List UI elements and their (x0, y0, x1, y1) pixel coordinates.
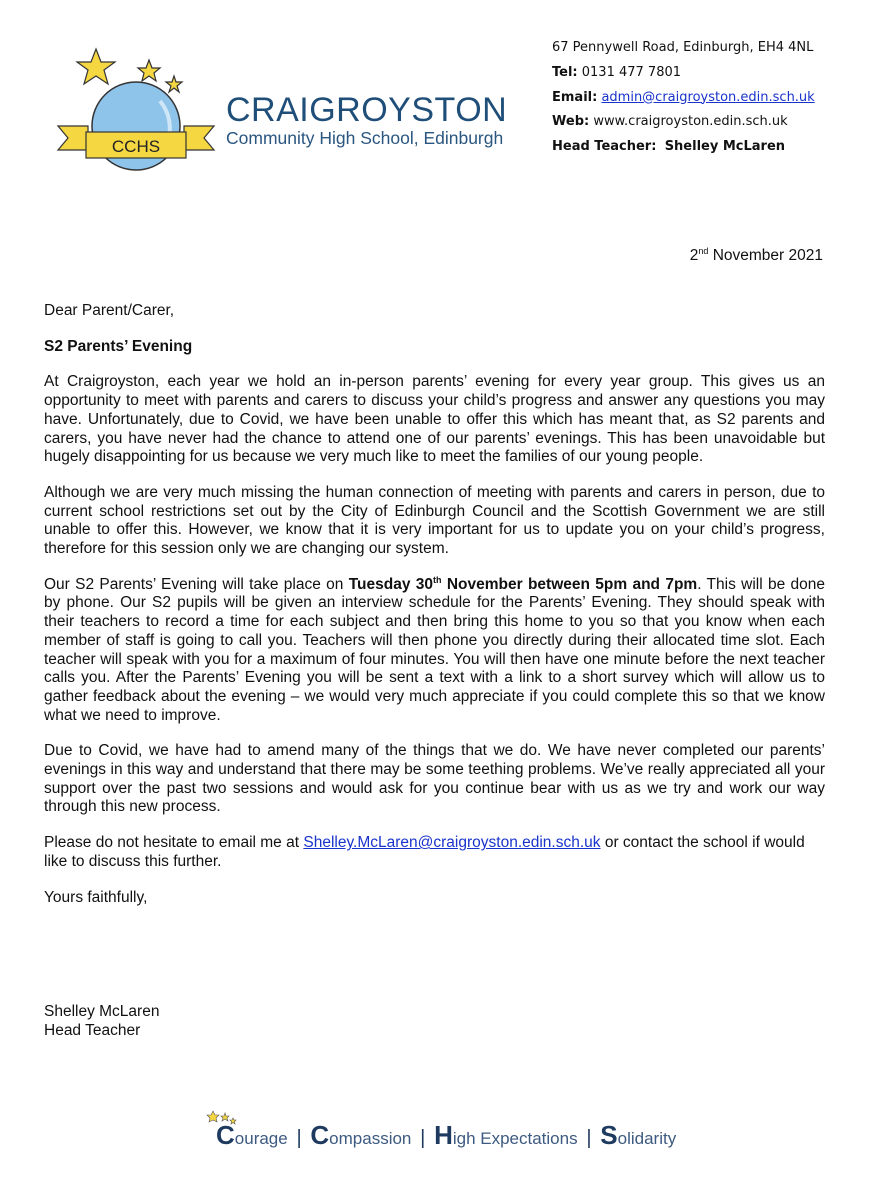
signatory-role: Head Teacher (44, 1022, 141, 1039)
tel-value: 0131 477 7801 (581, 64, 682, 80)
motto-initial-courage: C (216, 1120, 235, 1150)
paragraph-2: Although we are very much missing the human connection of meeting with parents and carers in person, due to current school restrictions set out by the City of Edinburgh Council and the Scottish Government we are still unable to offer this. However, we know that it is very important for us to update you on your child’s progress, therefore for this session only we are changing our system. (44, 483, 825, 558)
address: 67 Pennywell Road, Edinburgh, EH4 4NL (552, 40, 814, 55)
motto-word-courage: ourage (234, 1129, 288, 1148)
contact-block (552, 36, 815, 160)
letter-date (690, 246, 823, 265)
paragraph-1: At Craigroyston, each year we hold an in-person parents’ evening for every year group. This gives us an opportunity to meet with parents and carers to discuss your child’s progress and answer any questions you may have. Unfortunately, due to Covid, we have been unable to offer this which has meant that, as S2 parents and carers, you have never had the chance to attend one of our parents’ evenings. This has been unavoidable but hugely disappointing for us because we very much like to meet the families of our young people. (44, 373, 825, 466)
motto-initial-compassion: C (310, 1120, 330, 1150)
motto-initial-high: H (434, 1120, 453, 1150)
event-day-suffix: th (433, 574, 442, 585)
event-day: Tuesday 30 (348, 575, 434, 593)
date-suffix: nd (698, 246, 709, 256)
closing: Yours faithfully, (44, 888, 148, 906)
salutation: Dear Parent/Carer, (44, 302, 175, 319)
head-teacher-email-link[interactable]: Shelley.McLaren@craigroyston.edin.sch.uk (303, 834, 601, 852)
school-crest-icon (56, 46, 216, 171)
web-label: Web: (552, 114, 590, 130)
admin-email-link[interactable]: admin@craigroyston.edin.sch.uk (601, 89, 815, 105)
paragraph-5 (44, 834, 825, 871)
motto-separator: | (420, 1127, 426, 1149)
motto-word-high-expectations: igh Expectations (452, 1129, 578, 1148)
website (552, 110, 815, 135)
event-datetime (349, 576, 697, 593)
letter-body (44, 302, 825, 924)
school-name: CRAIGROYSTON (226, 91, 508, 129)
motto-word-solidarity: olidarity (617, 1129, 677, 1148)
paragraph-4: Due to Covid, we have had to amend many of the things that we do. We have never completed our parents’ evenings in this way and understand that there may be some teething problems. We’ve really appreciated all your support over the past two sessions and would ask for you continue bear with us as we try and work our way through this new process. (44, 742, 825, 816)
paragraph-3 (44, 576, 825, 726)
p5-before: Please do not hesitate to email me at (44, 834, 304, 852)
email (552, 86, 815, 111)
motto-word-compassion: ompassion (329, 1129, 412, 1148)
telephone (552, 61, 815, 86)
p5-after: or contact the school if would like to discuss this further. (44, 834, 805, 870)
signature-block (44, 1002, 159, 1040)
head-label: Head Teacher: (552, 139, 657, 155)
school-motto (216, 1120, 676, 1164)
date-day: 2 (689, 247, 699, 264)
tel-label: Tel: (552, 64, 578, 80)
p3-after: . This will be done by phone. Our S2 pupils will be given an interview schedule for the Parents’ Evening. They should speak with their teachers to record a time for each subject and then bring this home to you so that you know when each member of staff is going to call you. Teachers will then phone you directly during their allocated time slot. Each teacher will speak with you for a maximum of four minutes. You will then have one minute before the next teacher calls you. After the Parents’ Evening you will be sent a text with a link to a short survey which will allow us to gather feedback about the evening – we would very much appreciate if you could complete this so that we know what we need to improve. (44, 575, 826, 724)
motto-separator: | (586, 1127, 592, 1149)
head-teacher (552, 135, 815, 160)
web-value: www.craigroyston.edin.sch.uk (593, 114, 788, 130)
event-time: November between 5pm and 7pm (441, 575, 698, 593)
letter-title: S2 Parents’ Evening (44, 337, 193, 355)
school-subtitle: Community High School, Edinburgh (226, 128, 504, 148)
head-value: Shelley McLaren (664, 139, 786, 155)
p3-before: Our S2 Parents’ Evening will take place on (44, 575, 349, 593)
signatory-name: Shelley McLaren (44, 1003, 160, 1020)
logo-badge-text: CCHS (111, 137, 161, 156)
date-rest: November 2021 (712, 247, 823, 264)
email-label: Email: (552, 89, 598, 105)
motto-initial-solidarity: S (600, 1120, 618, 1150)
motto-separator: | (296, 1127, 302, 1149)
